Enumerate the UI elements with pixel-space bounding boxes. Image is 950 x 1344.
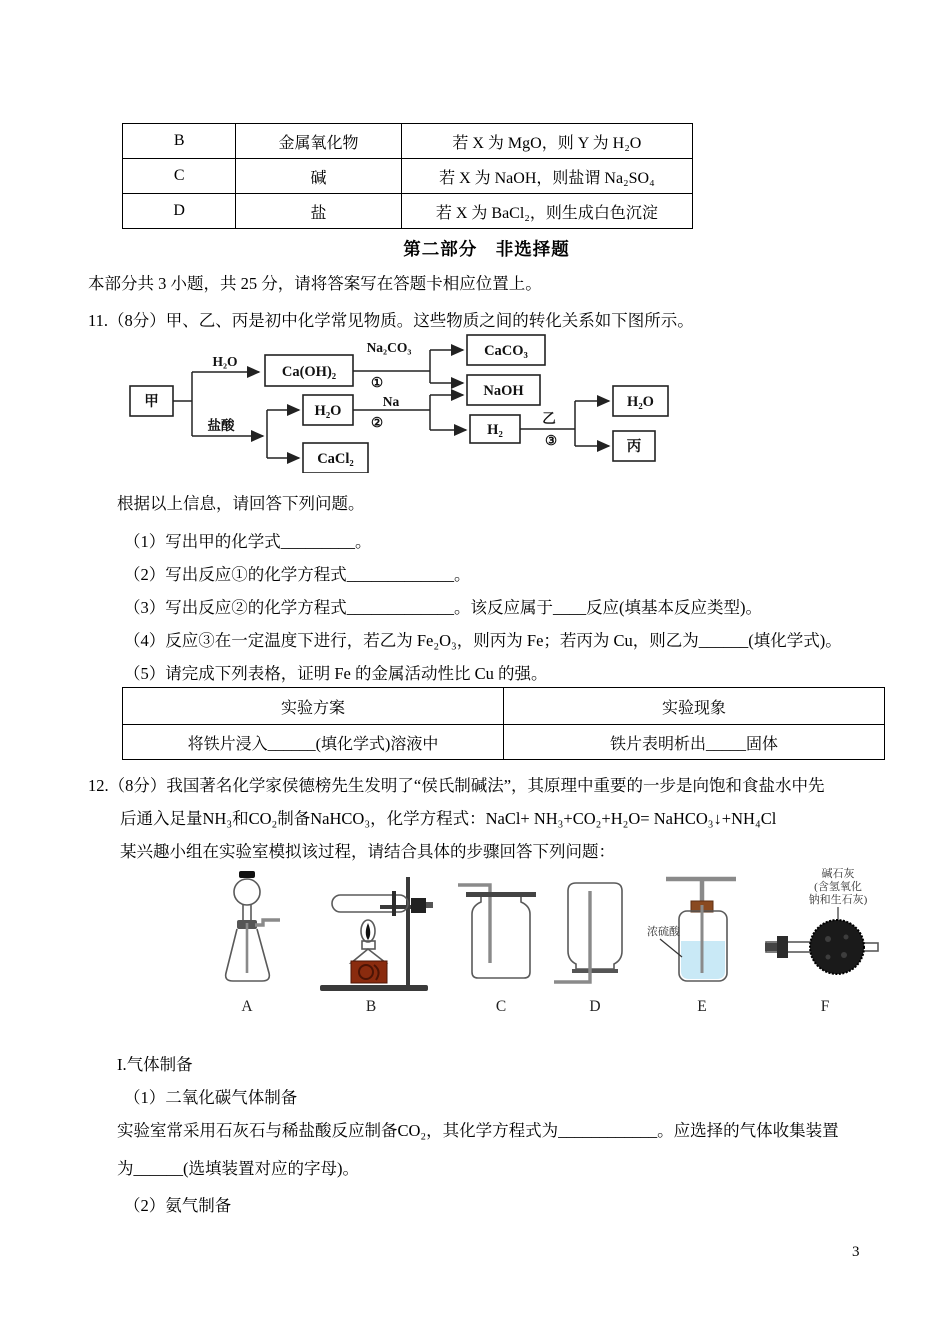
question-12-line1 — [88, 774, 885, 797]
cell-phenomenon: 铁片表明析出_____固体 — [504, 725, 885, 760]
question-text: （8分）甲、乙、丙是初中化学常见物质。这些物质之间的转化关系如下图所示。 — [108, 311, 694, 330]
gas-bottle-upright-icon — [456, 865, 546, 995]
node-naoh: NaOH — [483, 383, 524, 399]
node-caoh2: Ca(OH)₂ — [281, 364, 337, 380]
section-I-line-2: 为______(选填装置对应的字母)。 — [117, 1159, 359, 1178]
flask-with-funnel-icon — [200, 865, 295, 995]
apparatus-A-figure — [200, 865, 295, 1015]
gas-bottle-inverted-icon — [550, 865, 640, 995]
question-12-line2: 后通入足量NH₃和CO₂制备NaHCO₃，化学方程式：NaCl+ NH₃+CO₂+H₂O= NaHCO₃↓+NH₄Cl — [120, 809, 777, 828]
option-category: 碱 — [236, 159, 401, 194]
table-row — [123, 725, 885, 760]
section-intro: 本部分共 3 小题，共 25 分，请将答案写在答题卡相应位置上。 — [88, 274, 542, 293]
edge-label-circle2: ② — [370, 415, 384, 430]
apparatus-E-figure — [646, 865, 754, 1015]
section-I-item-1: （1）二氧化碳气体制备 — [124, 1088, 298, 1107]
gas-washing-bottle-icon — [646, 865, 754, 995]
option-table — [122, 123, 693, 229]
drying-ball-icon — [760, 865, 890, 995]
apparatus-F-figure — [760, 865, 890, 1015]
section-I-title: I.气体制备 — [117, 1055, 193, 1074]
table-header-row — [123, 688, 885, 725]
question-11-stem — [88, 309, 885, 332]
question-11-info: 根据以上信息，请回答下列问题。 — [117, 494, 365, 513]
question-number: 12. — [88, 776, 109, 795]
question-11-item-4: （4）反应③在一定温度下进行，若乙为 Fe₂O₃，则丙为 Fe；若丙为 Cu，则乙为______(填化学式)。 — [124, 631, 842, 650]
apparatus-F-label: F — [820, 998, 830, 1015]
section-title: 第二部分 非选择题 — [403, 239, 570, 259]
question-12-line3: 某兴趣小组在实验室模拟该过程，请结合具体的步骤回答下列问题： — [120, 842, 615, 861]
apparatus-D-figure — [550, 865, 640, 1015]
edge-label-h2o: H₂O — [212, 354, 238, 369]
apparatus-C-label: C — [495, 998, 507, 1015]
edge-label-na: Na — [382, 394, 400, 409]
header-phenomenon: 实验现象 — [504, 688, 885, 725]
apparatus-A-label: A — [241, 998, 253, 1015]
option-condition: 若 X 为 BaCl₂，则生成白色沉淀 — [401, 194, 692, 229]
option-category: 金属氧化物 — [236, 124, 401, 159]
apparatus-B-figure — [316, 865, 434, 1015]
question-text: （8分）我国著名化学家侯德榜先生发明了“侯氏制碱法”，其原理中重要的一步是向饱和食盐水中先 — [108, 776, 825, 795]
option-condition: 若 X 为 NaOH，则盐谓 Na₂SO₄ — [401, 159, 692, 194]
question-11-item-1: （1）写出甲的化学式_________。 — [124, 532, 372, 551]
section-I-item-2: （2）氨气制备 — [124, 1196, 232, 1215]
test-tube-stand-lamp-icon — [316, 865, 434, 995]
node-h2: H₂ — [487, 422, 503, 438]
node-caco3: CaCO₃ — [484, 343, 528, 359]
acid-annotation: 浓硫酸 — [647, 926, 680, 938]
node-jia: 甲 — [144, 394, 159, 410]
sodalime-annotation-line2: (含氢氧化 — [814, 881, 862, 893]
section-I-line-1: 实验室常采用石灰石与稀盐酸反应制备CO₂，其化学方程式为____________。应选择的气体收集装置 — [117, 1121, 839, 1140]
page-number: 3 — [852, 1244, 860, 1260]
option-category: 盐 — [236, 194, 401, 229]
sodalime-annotation-line1: 碱石灰 — [821, 868, 855, 880]
cell-plan: 将铁片浸入______(填化学式)溶液中 — [123, 725, 504, 760]
edge-label-yi: 乙 — [542, 411, 556, 426]
table-row — [123, 194, 693, 229]
question-11-item-3: （3）写出反应②的化学方程式_____________。该反应属于____反应(填基本反应类型)。 — [124, 598, 762, 617]
sodalime-annotation-line3: 钠和生石灰) — [808, 894, 868, 906]
node-h2o-mid: H₂O — [314, 403, 342, 419]
option-condition: 若 X 为 MgO，则 Y 为 H₂O — [401, 124, 692, 159]
edge-label-na2co3: Na₂CO₃ — [366, 340, 412, 355]
option-letter: D — [123, 194, 236, 229]
option-letter: C — [123, 159, 236, 194]
table-row — [123, 124, 693, 159]
question-11-item-5: （5）请完成下列表格，证明 Fe 的金属活动性比 Cu 的强。 — [124, 664, 548, 683]
node-cacl2: CaCl₂ — [317, 451, 354, 467]
node-bing: 丙 — [626, 439, 642, 455]
option-letter: B — [123, 124, 236, 159]
header-plan: 实验方案 — [123, 688, 504, 725]
edge-label-yansuan: 盐酸 — [207, 418, 235, 433]
apparatus-B-label: B — [365, 998, 377, 1015]
apparatus-C-figure — [456, 865, 546, 1015]
node-h2o-right: H₂O — [627, 394, 654, 410]
edge-label-circle1: ① — [370, 375, 384, 390]
apparatus-E-label: E — [697, 998, 707, 1015]
apparatus-row — [88, 865, 885, 1017]
question-number: 11. — [88, 311, 109, 330]
edge-label-circle3: ③ — [544, 433, 558, 448]
question-11-item-2: （2）写出反应①的化学方程式_____________。 — [124, 565, 471, 584]
experiment-table — [122, 687, 885, 760]
table-row — [123, 159, 693, 194]
apparatus-D-label: D — [589, 998, 601, 1015]
transformation-diagram — [125, 333, 685, 473]
